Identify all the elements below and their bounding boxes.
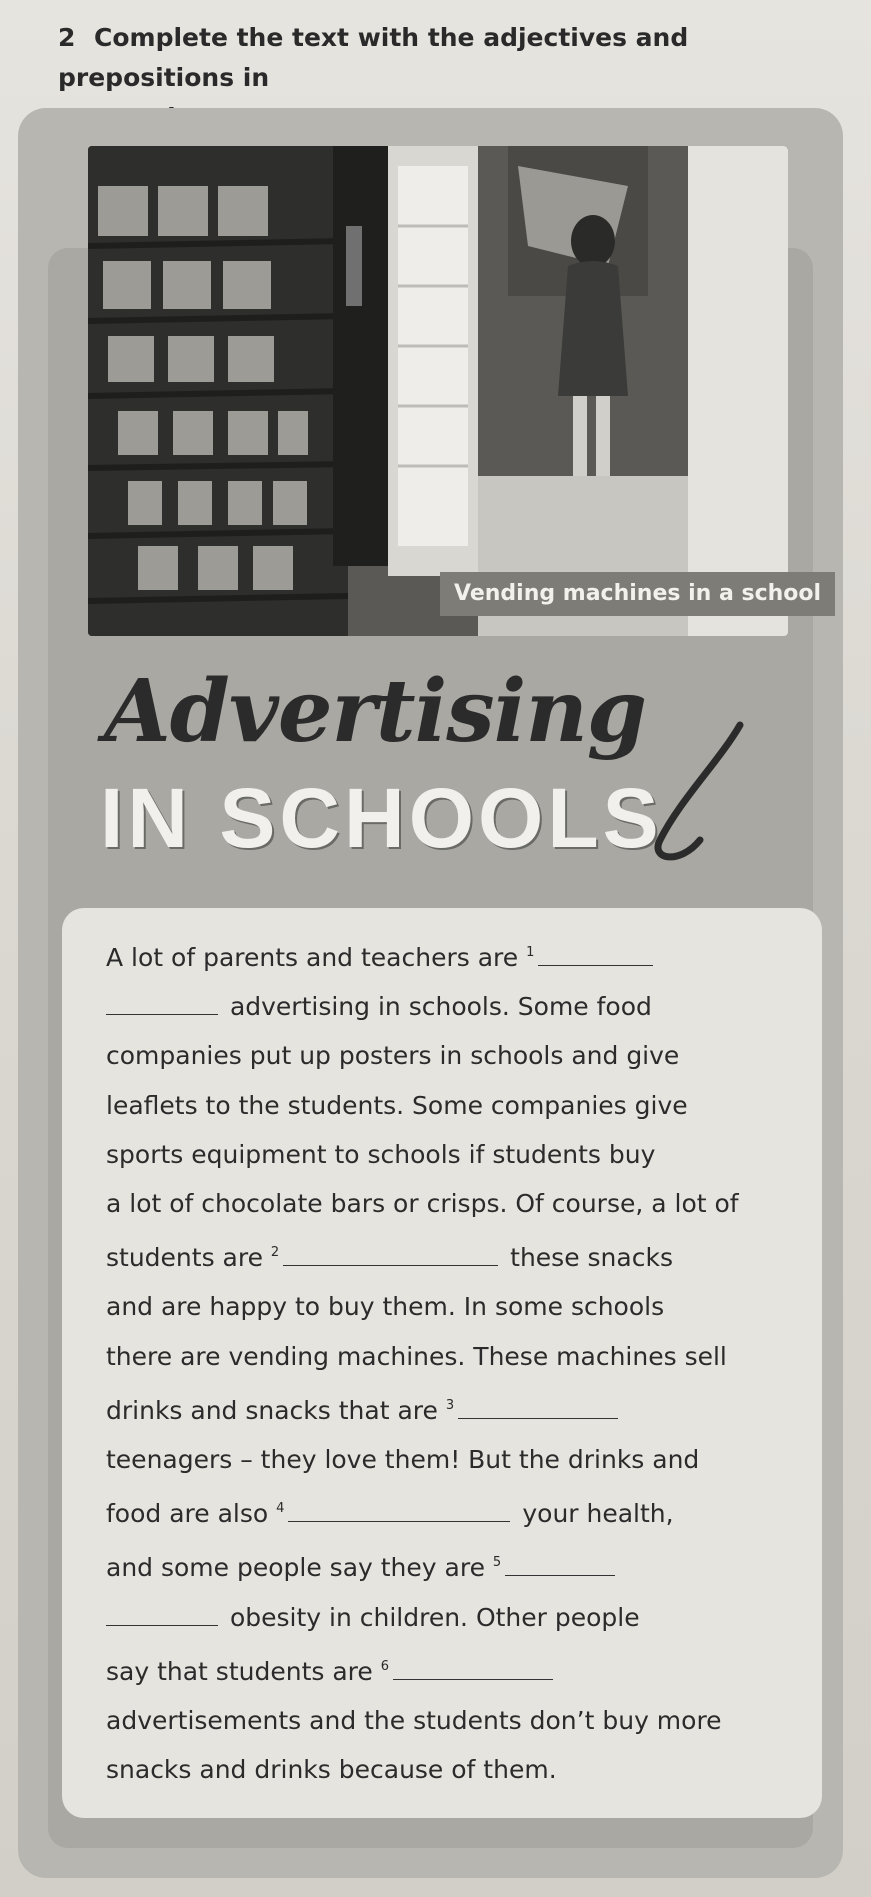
gap-5-continuation[interactable] — [106, 1624, 218, 1626]
article-line: leaflets to the students. Some companies give — [106, 1090, 688, 1120]
article-line — [106, 982, 796, 1031]
article-line: snacks and drinks because of them. — [106, 1755, 557, 1785]
headline-swash-decoration — [640, 720, 770, 870]
article-line — [106, 1593, 796, 1642]
text-fragment: and some people say they are — [106, 1553, 493, 1583]
gap-6-input[interactable] — [393, 1678, 553, 1680]
article-line — [106, 1484, 796, 1538]
text-fragment: A lot of parents and teachers are — [106, 943, 527, 972]
article-line — [106, 1228, 796, 1282]
headline-in-schools: IN SCHOOLS — [100, 771, 663, 865]
article-paragraph — [106, 928, 796, 1794]
article-line: teenagers – they love them! But the drinks and — [106, 1445, 700, 1475]
gap-3-input[interactable] — [458, 1417, 618, 1419]
gap-number-5: 5 — [492, 1555, 502, 1571]
text-fragment: food are also — [106, 1499, 277, 1529]
gap-2-input[interactable] — [283, 1264, 498, 1266]
text-fragment: advertising in schools. Some food — [222, 992, 652, 1022]
exercise-number: 2 — [58, 23, 76, 52]
article-line: and are happy to buy them. In some schools — [106, 1292, 665, 1322]
gap-1-continuation[interactable] — [106, 1013, 218, 1015]
photo-caption: Vending machines in a school — [440, 572, 835, 616]
article-line: sports equipment to schools if students buy — [106, 1139, 656, 1169]
article-line — [106, 1642, 796, 1696]
article-line: there are vending machines. These machines sell — [106, 1341, 727, 1371]
headline-advertising: Advertising — [104, 661, 646, 762]
gap-1-input[interactable] — [538, 964, 653, 966]
article-line — [106, 928, 796, 982]
text-fragment: obesity in children. Other people — [222, 1602, 640, 1632]
article-line — [106, 1381, 796, 1435]
gap-4-input[interactable] — [288, 1520, 510, 1522]
gap-number-3: 3 — [445, 1397, 455, 1413]
text-fragment: these snacks — [502, 1243, 673, 1273]
gap-5-input[interactable] — [505, 1574, 615, 1576]
article-line — [106, 1538, 796, 1592]
article-line: a lot of chocolate bars or crisps. Of course, a lot of — [106, 1189, 739, 1219]
text-fragment: drinks and snacks that are — [106, 1395, 446, 1425]
gap-number-4: 4 — [276, 1501, 285, 1517]
article-line: advertisements and the students don’t buy more — [106, 1706, 722, 1736]
gap-number-6: 6 — [380, 1658, 390, 1674]
gap-number-2: 2 — [270, 1245, 280, 1261]
article-line: companies put up posters in schools and give — [106, 1041, 680, 1071]
text-fragment: say that students are — [106, 1656, 381, 1686]
instruction-line-1: Complete the text with the adjectives and prepositions in — [58, 23, 689, 92]
gap-number-1: 1 — [526, 945, 535, 960]
vending-machine-photo — [88, 146, 788, 636]
vending-machine-illustration — [88, 146, 788, 636]
text-fragment: students are — [106, 1243, 271, 1273]
text-fragment: your health, — [514, 1499, 674, 1529]
